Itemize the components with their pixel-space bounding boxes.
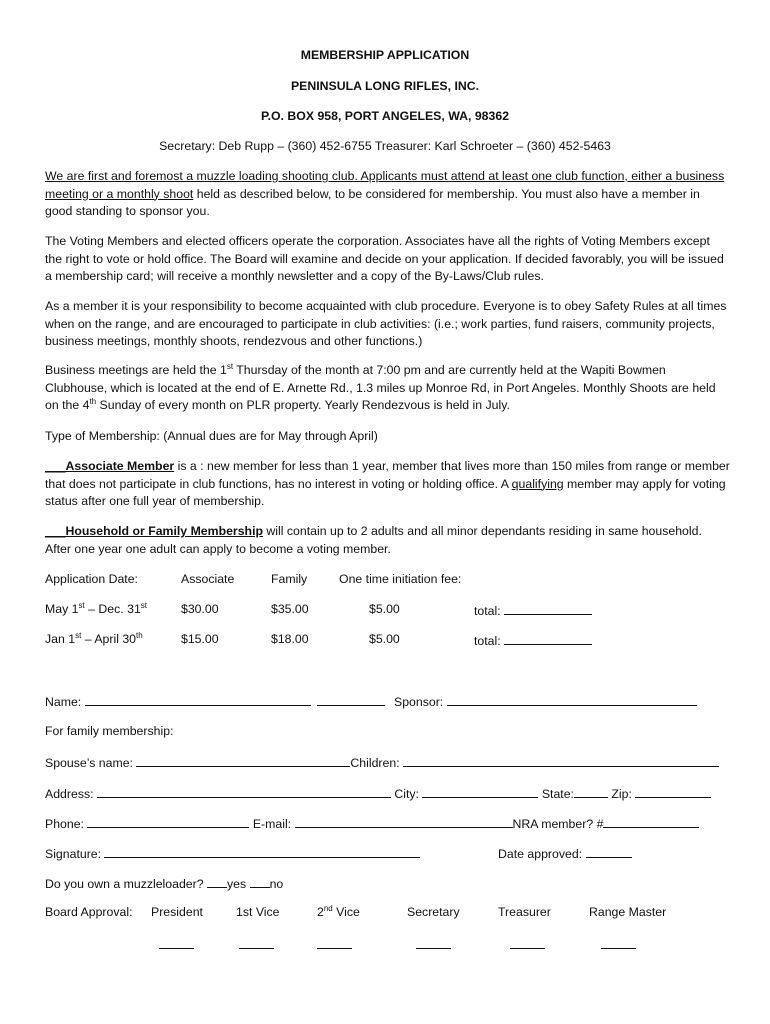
fee-row-total [474, 602, 592, 618]
membership-type-heading: Type of Membership: (Annual dues are for May through April) [45, 429, 378, 443]
meetings-paragraph [45, 362, 730, 415]
fee-row-date-end: – April 30 [81, 632, 137, 646]
name-label: Name: [45, 695, 82, 709]
second-vice-number: 2 [317, 905, 324, 919]
email-label: E-mail: [252, 817, 292, 831]
board-secretary-label: Secretary [407, 905, 460, 919]
fee-row-date [45, 632, 143, 646]
intro-rest: held as described below, to be considered for membership. You must also have a member in good standing to sponsor you. [45, 186, 700, 218]
name-field[interactable] [85, 693, 311, 706]
fee-row-total [474, 632, 592, 648]
voting-paragraph: The Voting Members and elected officers operate the corporation. Associates have all the rights of Voting Members except the right to vote or hold office. The Board will examine and decide on your application. If decided favorably, you will be issued a membership card; will receive a monthly newsletter and a copy of the By-Laws/Club rules. [45, 234, 724, 283]
fee-header-family: Family [271, 572, 308, 586]
meetings-sup-1: st [226, 361, 234, 371]
address-row [45, 785, 711, 801]
associate-blank: ___ [45, 459, 66, 473]
board-range-master-label: Range Master [589, 905, 667, 919]
state-label: State: [541, 787, 574, 801]
zip-field[interactable] [635, 785, 711, 798]
board-president-label: President [151, 905, 203, 919]
date-approved-label: Date approved: [498, 847, 583, 861]
address-field[interactable] [97, 785, 391, 798]
meetings-text-2: Thursday of the month at 7:00 pm and are currently held at the Wapiti Bowmen Clubhouse, which is located at the end of E. Arnette Rd., 1.3 miles up Monroe Rd, in Port Angeles. Monthly Shoots are held on the 4 [45, 363, 716, 412]
zip-label: Zip: [611, 787, 632, 801]
fee-row-date-start-sup: st [75, 630, 82, 640]
board-range-master-field[interactable] [601, 936, 636, 949]
signature-field[interactable] [104, 845, 420, 858]
spouse-label: Spouse’s name: [45, 756, 133, 770]
fee-row-family: $18.00 [271, 632, 309, 646]
city-field[interactable] [422, 785, 538, 798]
fee-row-date-end-sup: st [140, 600, 148, 610]
associate-text-2: member may apply for voting status after one full year of membership. [45, 476, 726, 508]
muzzleloader-yes-label: yes [227, 877, 247, 891]
state-field[interactable] [574, 785, 608, 798]
board-second-vice-label [317, 905, 360, 919]
qualifying-word: qualifying [511, 476, 564, 491]
second-vice-sup: nd [323, 903, 333, 913]
responsibility-paragraph: As a member it is your responsibility to become acquainted with club procedure. Everyone is to obey Safety Rules at all times when on the range, and are encouraged to participate in club activities: (i.e.; work parties, fund raisers, community projects, business meetings, monthly shoots, rendezvous and other functions.) [45, 299, 727, 348]
board-second-vice-field[interactable] [317, 936, 352, 949]
name-extra-field[interactable] [317, 693, 385, 706]
household-blank: ___ [45, 524, 66, 538]
fee-row-initiation: $5.00 [369, 602, 400, 616]
fee-row-initiation: $5.00 [369, 632, 400, 646]
fee-row-date-end: – Dec. 31 [84, 602, 141, 616]
city-label: City: [394, 787, 419, 801]
address-label: Address: [45, 787, 94, 801]
fee-row-total-field[interactable] [504, 602, 592, 615]
meetings-text-3: Sunday of every month on PLR property. Yearly Rendezvous is held in July. [96, 398, 510, 412]
fee-row-date-end-sup: th [136, 630, 143, 640]
fee-row-associate: $15.00 [181, 632, 219, 646]
children-field[interactable] [403, 754, 719, 767]
spouse-row [45, 754, 719, 770]
fee-row-date-start: May 1 [45, 602, 79, 616]
children-label: Children: [350, 756, 400, 770]
club-address: P.O. BOX 958, PORT ANGELES, WA, 98362 [260, 109, 510, 123]
spouse-field[interactable] [136, 754, 350, 767]
muzzleloader-row [45, 875, 283, 891]
name-row [45, 693, 385, 709]
muzzleloader-yes-field[interactable] [207, 875, 227, 888]
muzzleloader-question: Do you own a muzzleloader? [45, 877, 204, 891]
sponsor-field[interactable] [447, 693, 697, 706]
nra-label: NRA member? # [512, 817, 604, 831]
associate-title: Associate Member [65, 459, 175, 473]
meetings-text-1: Business meetings are held the 1 [45, 363, 227, 377]
sponsor-row [394, 693, 697, 709]
fee-header-associate: Associate [181, 572, 235, 586]
fee-row-family: $35.00 [271, 602, 309, 616]
fee-row-date-start: Jan 1 [45, 632, 76, 646]
officer-contacts: Secretary: Deb Rupp – (360) 452-6755 Treasurer: Karl Schroeter – (360) 452-5463 [159, 139, 611, 153]
fee-header-date: Application Date: [45, 572, 138, 586]
board-treasurer-field[interactable] [510, 936, 545, 949]
sponsor-label: Sponsor: [394, 695, 444, 709]
date-approved-row [498, 845, 632, 861]
phone-label: Phone: [45, 817, 84, 831]
intro-requirement: We are first and foremost a muzzle loading shooting club. Applicants must attend at least one club function, either a business meeting or a monthly shoot [45, 169, 725, 201]
household-paragraph [45, 523, 730, 558]
muzzleloader-no-field[interactable] [250, 875, 270, 888]
signature-row [45, 845, 420, 861]
board-approval-label: Board Approval: [45, 905, 133, 919]
board-first-vice-field[interactable] [239, 936, 274, 949]
fee-row-total-label: total: [474, 604, 501, 618]
document-title: MEMBERSHIP APPLICATION [300, 48, 470, 62]
meetings-sup-2: th [89, 396, 97, 406]
fee-row-date-start-sup: st [78, 600, 85, 610]
fee-header-initiation: One time initiation fee: [339, 572, 462, 586]
board-first-vice-label: 1st Vice [236, 905, 280, 919]
board-president-field[interactable] [159, 936, 194, 949]
date-approved-field[interactable] [586, 845, 632, 858]
email-field[interactable] [295, 815, 513, 828]
fee-row-associate: $30.00 [181, 602, 219, 616]
board-treasurer-label: Treasurer [498, 905, 551, 919]
muzzleloader-no-label: no [269, 877, 284, 891]
club-name: PENINSULA LONG RIFLES, INC. [290, 79, 480, 93]
fee-row-total-field[interactable] [504, 632, 592, 645]
associate-text-1: is a : new member for less than 1 year, member that lives more than 150 miles from range or member that does not participate in club functions, has no interest in voting or holding office. A [45, 459, 730, 491]
phone-field[interactable] [87, 815, 249, 828]
board-secretary-field[interactable] [416, 936, 451, 949]
intro-paragraph [45, 168, 730, 221]
second-vice-text: Vice [332, 905, 360, 919]
family-membership-heading: For family membership: [45, 724, 174, 738]
fee-row-total-label: total: [474, 634, 501, 648]
fee-row-date [45, 602, 147, 616]
associate-paragraph [45, 458, 730, 511]
phone-row [45, 815, 699, 831]
nra-field[interactable] [603, 815, 699, 828]
household-title: Household or Family Membership [65, 524, 263, 538]
signature-label: Signature: [45, 847, 102, 861]
household-text: will contain up to 2 adults and all minor dependants residing in same household. After one year one adult can apply to become a voting member. [45, 524, 702, 556]
